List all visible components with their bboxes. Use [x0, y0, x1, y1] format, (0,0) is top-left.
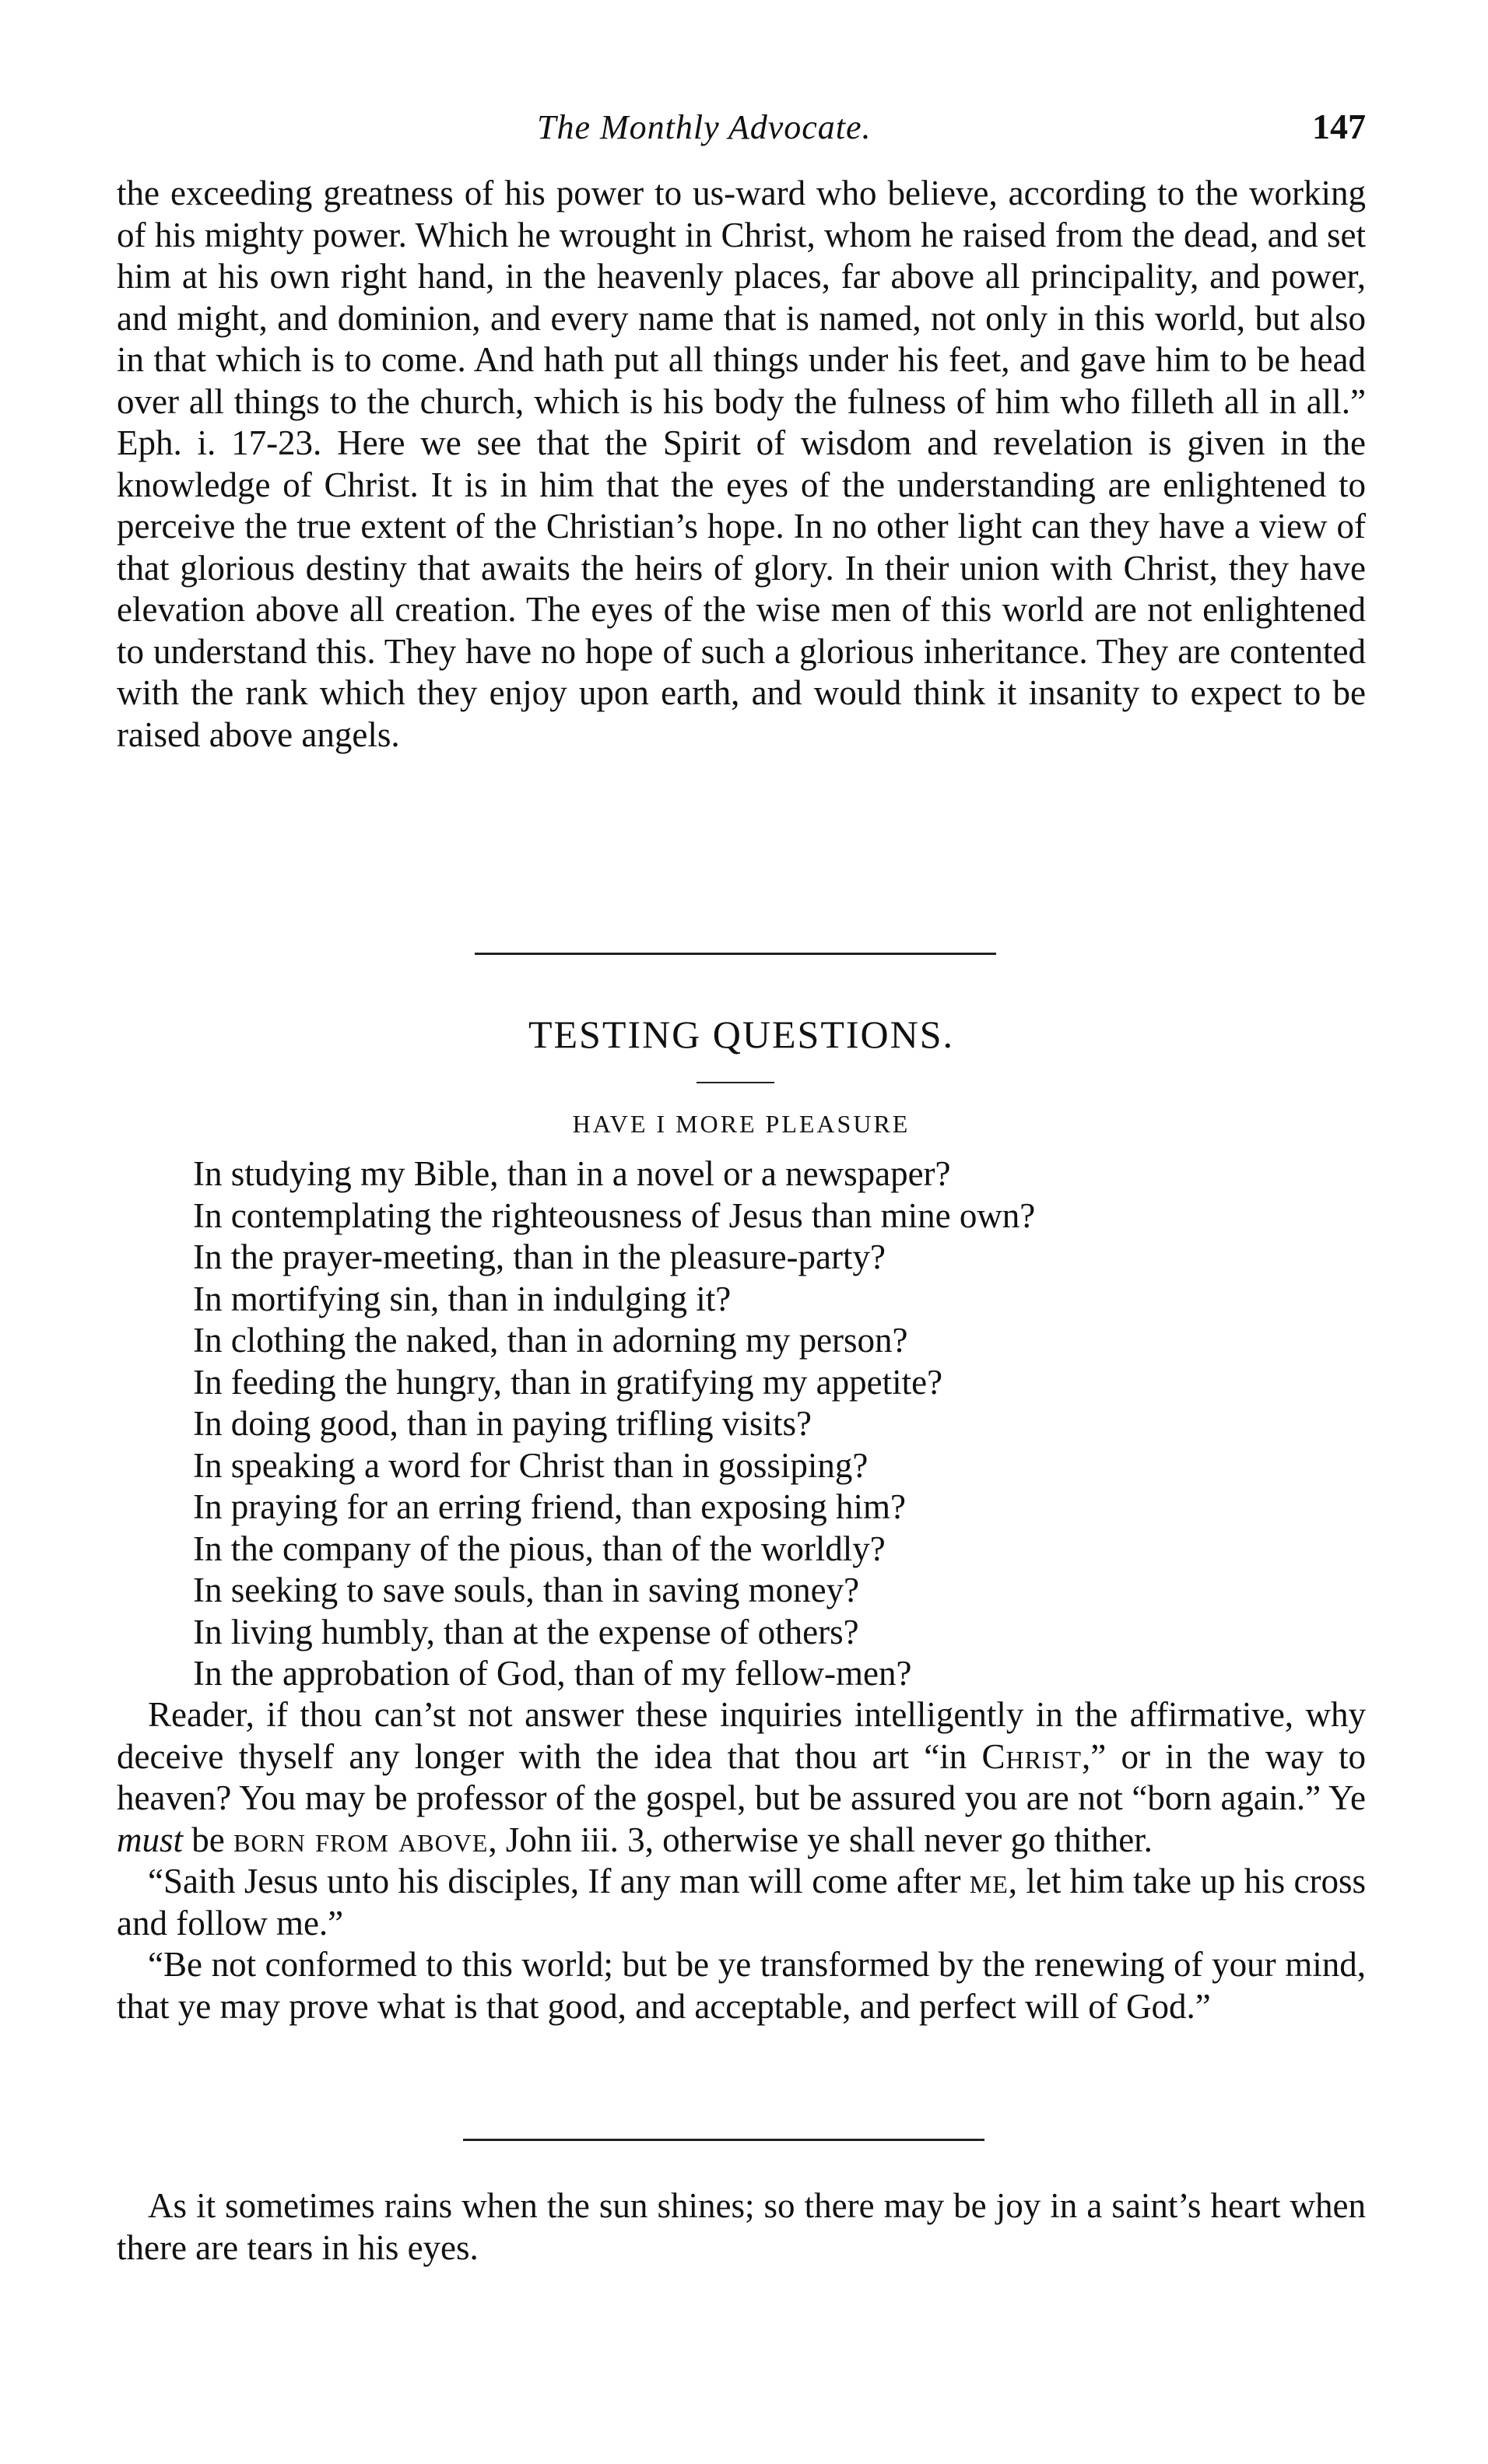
question-item: In studying my Bible, than in a novel or a newspaper? — [193, 1154, 951, 1193]
subheading: HAVE I MORE PLEASURE — [572, 1110, 911, 1138]
born-from-above-small-caps: born from above — [233, 1820, 489, 1859]
closing-paragraph: As it sometimes rains when the sun shines; so there may be joy in a saint’s heart when there are tears in his eyes. — [117, 2186, 1366, 2267]
question-item: In mortifying sin, than in indulging it? — [193, 1279, 732, 1318]
saith-jesus-paragraph: “Saith Jesus unto his disciples, If any man will come after me, let him take up his cross and follow me.” — [117, 1862, 1367, 1943]
question-item: In seeking to save souls, than in saving money? — [193, 1571, 860, 1609]
question-item: In the approbation of God, than of my fellow-men? — [193, 1654, 912, 1693]
question-item: In speaking a word for Christ than in gossiping? — [193, 1445, 869, 1485]
be-not-conformed-paragraph: “Be not conformed to this world; but be ye transformed by the renewing of your mind, that ye may prove what is that good, and acceptable, and perfect will of God.” — [117, 1945, 1366, 2026]
exhortation-block — [117, 1694, 1366, 2027]
me-small-caps: me — [969, 1862, 1009, 1901]
question-item: In the company of the pious, than of the worldly? — [193, 1529, 886, 1568]
opening-paragraph: the exceeding greatness of his power to us-ward who believe, according to the working of his mighty power. Which he wrought in Christ, whom he raised from the dead, and set him at his own right hand, in the heavenly places, far above all principality, and power, and might, and dominion, and every name that is named, not only in this world, but also in that which is to come. And hath put all things under his feet, and gave him to be head over all things to the church, which is his body the fulness of him who filleth all in all.” Eph. i. 17-23. Here we see that the Spirit of wisdom and revelation is given in the knowledge of Christ. It is in him that the eyes of the understanding are enlightened to perceive the true extent of the Christian’s hope. In no other light can they have a view of that glorious destiny that awaits the heirs of glory. In their union with Christ, they have elevation above all creation. The eyes of the wise men of this world are not enlightened to understand this. They have no hope of such a glorious inheritance. They are contented with the rank which they enjoy upon earth, and would think it insanity to expect to be raised above angels. — [117, 174, 1366, 754]
christ-small-caps: Christ — [981, 1736, 1083, 1776]
title-underline — [697, 1082, 774, 1083]
section-divider-bottom — [463, 2139, 984, 2141]
question-item: In feeding the hungry, than in gratifying my appetite? — [193, 1362, 943, 1402]
question-item: In doing good, than in paying trifling visits? — [193, 1404, 812, 1443]
closing-block — [117, 2185, 1366, 2269]
question-list — [193, 1153, 1360, 1695]
page-number: 147 — [1312, 107, 1366, 146]
question-item: In the prayer-meeting, than in the pleasure-party? — [193, 1237, 886, 1276]
question-item: In living humbly, than at the expense of others? — [193, 1612, 859, 1651]
page-header — [117, 107, 1366, 154]
running-title: The Monthly Advocate. — [537, 108, 872, 146]
must-emphasis: must — [117, 1820, 184, 1859]
reader-paragraph: Reader, if thou can’st not answer these inquiries intelligently in the affirmative, why deceive thyself any longer with the idea that thou art “in Christ,” or in the way to heaven? You may be professor of the gospel, but be assured you are not “born again.” Ye must be born from above, John iii. 3, otherwise ye shall never go thither. — [117, 1695, 1366, 1859]
question-item: In contemplating the righteousness of Jesus than mine own? — [193, 1195, 1036, 1235]
opening-text-block — [117, 173, 1366, 756]
question-item: In clothing the naked, than in adorning my person? — [193, 1321, 908, 1360]
section-title: TESTING QUESTIONS. — [528, 1013, 955, 1056]
question-item: In praying for an erring friend, than exposing him? — [193, 1487, 906, 1526]
section-divider-top — [475, 953, 996, 955]
